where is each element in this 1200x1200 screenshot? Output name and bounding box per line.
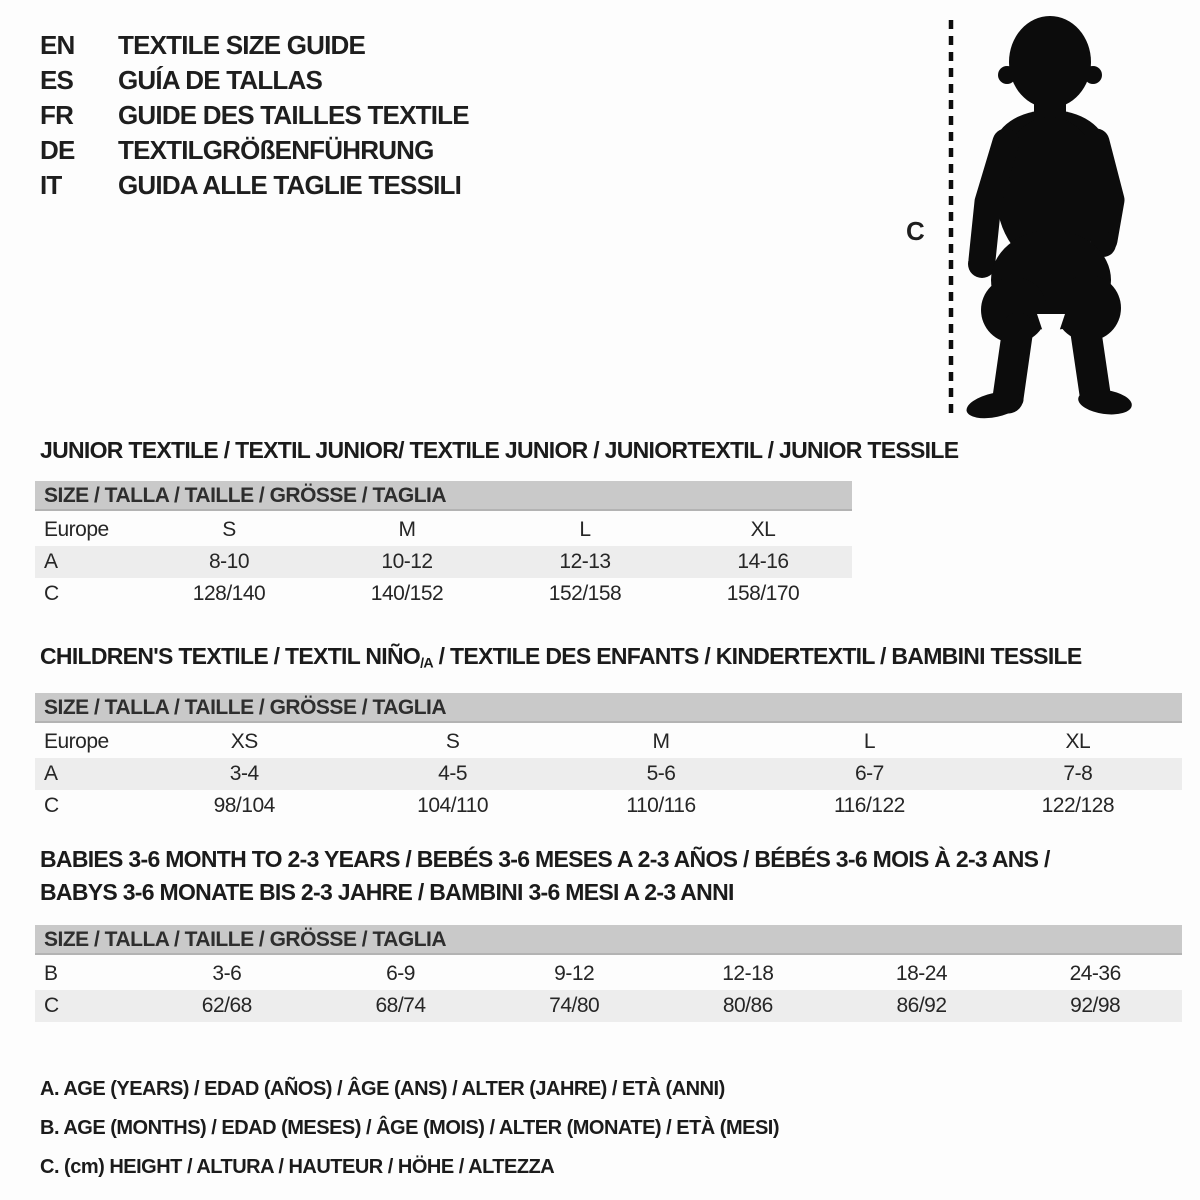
junior-section-heading: JUNIOR TEXTILE / TEXTIL JUNIOR/ TEXTILE JUNIOR / JUNIORTEXTIL / JUNIOR TESSILE — [40, 437, 959, 463]
table-cell: 4-5 — [438, 762, 468, 785]
table-cell: L — [863, 730, 876, 753]
footnote-legend — [40, 1070, 779, 1187]
row-label: C — [44, 994, 59, 1017]
table-cell: 9-12 — [554, 962, 595, 985]
babies-section-heading — [40, 843, 1050, 909]
table-cell: 24-36 — [1069, 962, 1121, 985]
table-cell: 12-13 — [559, 550, 611, 573]
size-header-bar — [35, 481, 852, 511]
table-cell: 152/158 — [548, 582, 622, 605]
size-bar-label: SIZE / TALLA / TAILLE / GRÖSSE / TAGLIA — [44, 696, 447, 719]
table-cell: 74/80 — [549, 994, 600, 1017]
heading-line-2: BABYS 3-6 MONATE BIS 2-3 JAHRE / BAMBINI 3-6 MESI A 2-3 ANNI — [40, 879, 734, 905]
language-title: GUIDE DES TAILLES TEXTILE — [118, 100, 469, 130]
table-cell: 3-4 — [229, 762, 259, 785]
table-cell: 14-16 — [737, 550, 789, 573]
heading-text: / TEXTILE DES ENFANTS / KINDERTEXTIL / BAMBINI TESSILE — [432, 643, 1082, 669]
table-cell: S — [222, 518, 236, 541]
row-label: Europe — [44, 730, 109, 753]
list-item — [40, 98, 469, 133]
language-title-list — [40, 28, 469, 203]
table-cell: XL — [750, 518, 776, 541]
language-code: IT — [40, 170, 62, 200]
table-cell: 158/170 — [726, 582, 800, 605]
table-cell: 12-18 — [722, 962, 774, 985]
babies-size-table — [35, 925, 1182, 1022]
footnote-c: C. (cm) HEIGHT / ALTURA / HAUTEUR / HÖHE / ALTEZZA — [40, 1156, 555, 1178]
list-item — [40, 133, 469, 168]
language-code: DE — [40, 135, 75, 165]
size-bar-label: SIZE / TALLA / TAILLE / GRÖSSE / TAGLIA — [44, 484, 447, 507]
language-title: TEXTILE SIZE GUIDE — [118, 30, 366, 60]
table-cell: 80/86 — [722, 994, 773, 1017]
size-bar-label: SIZE / TALLA / TAILLE / GRÖSSE / TAGLIA — [44, 928, 447, 951]
table-row — [35, 758, 1182, 790]
row-label: A — [44, 762, 58, 785]
table-cell: XL — [1065, 730, 1091, 753]
children-size-table — [35, 693, 1182, 822]
table-cell: M — [652, 730, 670, 753]
list-item — [40, 168, 469, 203]
junior-size-table — [35, 481, 852, 610]
table-cell: M — [398, 518, 416, 541]
table-cell: 7-8 — [1063, 762, 1093, 785]
table-cell: 110/116 — [626, 794, 696, 817]
table-cell: S — [445, 730, 460, 753]
row-label: C — [44, 794, 59, 817]
table-cell: 122/128 — [1041, 794, 1115, 817]
table-cell: 62/68 — [201, 994, 252, 1017]
list-item — [40, 28, 469, 63]
height-measure-figure — [898, 12, 1154, 422]
table-cell: 98/104 — [213, 794, 275, 817]
table-header-row — [35, 726, 1182, 758]
table-cell: 104/110 — [417, 794, 489, 817]
baby-silhouette-icon — [898, 12, 1154, 422]
language-code: ES — [40, 65, 74, 95]
size-header-bar — [35, 925, 1182, 955]
table-cell: 140/152 — [370, 582, 444, 605]
row-label: B — [44, 962, 58, 985]
table-cell: 86/92 — [896, 994, 947, 1017]
table-cell: XS — [230, 730, 258, 753]
table-row — [35, 578, 852, 610]
children-section-heading — [40, 643, 1082, 672]
table-cell: 5-6 — [646, 762, 676, 785]
table-cell: 68/74 — [375, 994, 426, 1017]
language-title: GUIDA ALLE TAGLIE TESSILI — [118, 170, 462, 200]
table-row — [35, 990, 1182, 1022]
list-item — [40, 63, 469, 98]
row-label: Europe — [44, 518, 109, 541]
table-cell: 18-24 — [895, 962, 948, 985]
footnote-b: B. AGE (MONTHS) / EDAD (MESES) / ÂGE (MOIS) / ALTER (MONATE) / ETÀ (MESI) — [40, 1117, 780, 1139]
language-code: FR — [40, 100, 74, 130]
table-cell: 10-12 — [381, 550, 433, 573]
table-cell: 8-10 — [208, 550, 250, 573]
table-row — [35, 958, 1182, 990]
table-cell: 116/122 — [833, 794, 905, 817]
table-cell: 92/98 — [1070, 994, 1121, 1017]
table-row — [35, 790, 1182, 822]
table-cell: L — [579, 518, 591, 541]
table-cell: 6-7 — [854, 762, 884, 785]
language-code: EN — [40, 30, 75, 60]
measure-c-label: C — [906, 216, 925, 246]
heading-subscript: /A — [420, 655, 433, 672]
row-label: A — [44, 550, 58, 573]
language-title: TEXTILGRÖßENFÜHRUNG — [118, 135, 434, 165]
table-row — [35, 546, 852, 578]
table-cell: 3-6 — [212, 962, 242, 985]
footnote-a: A. AGE (YEARS) / EDAD (AÑOS) / ÂGE (ANS) / ALTER (JAHRE) / ETÀ (ANNI) — [40, 1078, 725, 1100]
heading-line-1: BABIES 3-6 MONTH TO 2-3 YEARS / BEBÉS 3-6 MESES A 2-3 AÑOS / BÉBÉS 3-6 MOIS À 2-3 ANS / — [40, 846, 1050, 872]
row-label: C — [44, 582, 59, 605]
table-cell: 6-9 — [386, 962, 415, 985]
table-header-row — [35, 514, 852, 546]
language-title: GUÍA DE TALLAS — [118, 65, 323, 95]
heading-text: CHILDREN'S TEXTILE / TEXTIL NIÑO — [40, 643, 421, 669]
size-header-bar — [35, 693, 1182, 723]
table-cell: 128/140 — [192, 582, 266, 605]
